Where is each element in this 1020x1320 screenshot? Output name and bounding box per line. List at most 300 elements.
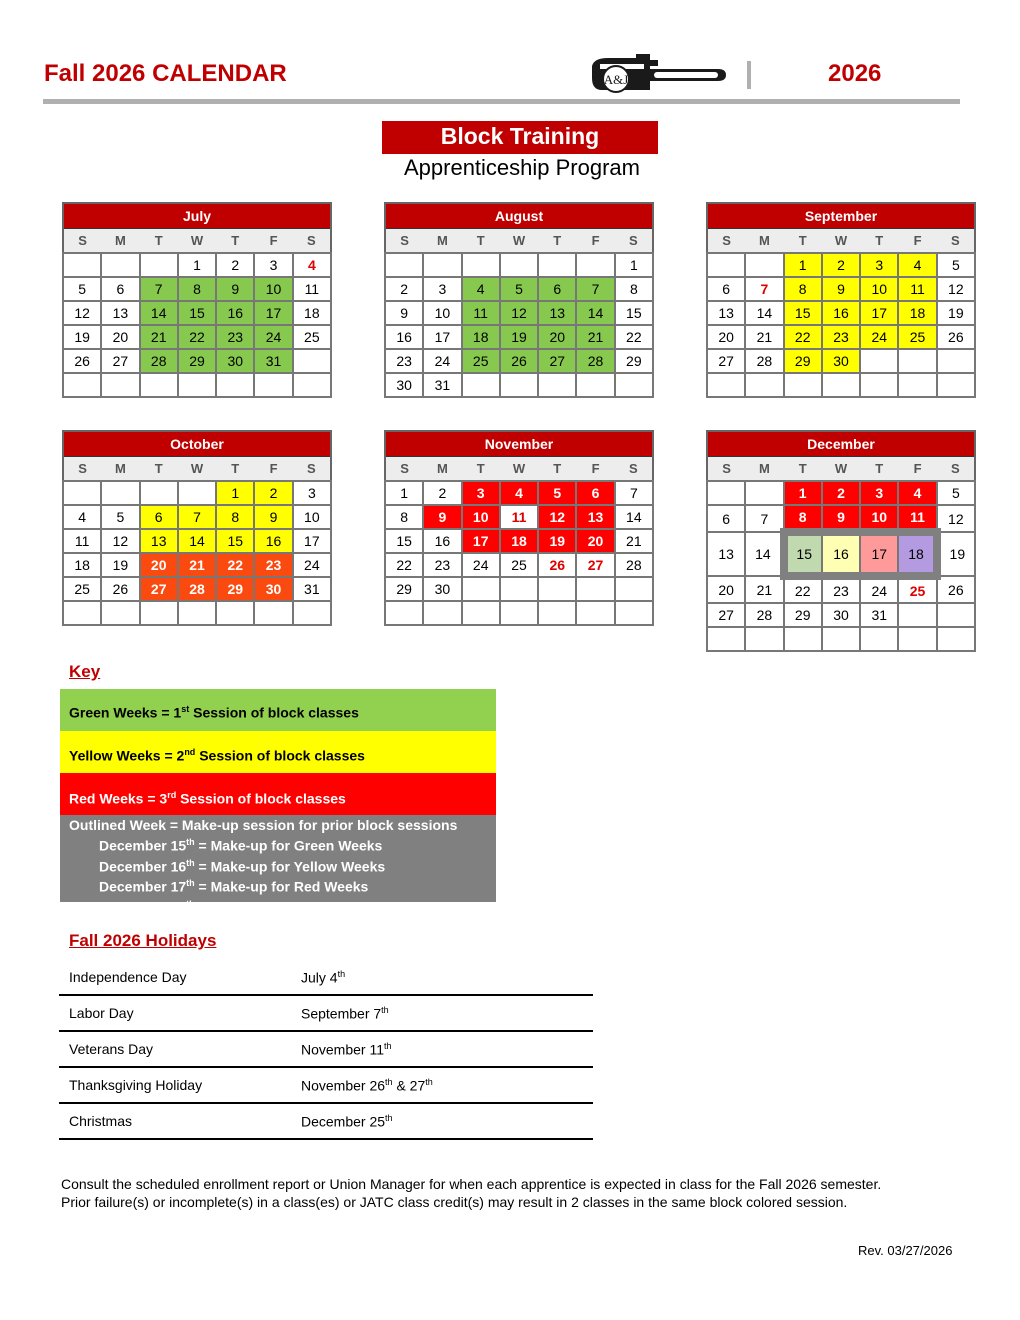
empty-cell — [140, 481, 178, 505]
banner-subtitle: Apprenticeship Program — [403, 155, 640, 180]
day-cell: 17 — [860, 532, 898, 576]
day-cell: 28 — [745, 603, 783, 627]
month-header: July — [63, 203, 331, 229]
empty-cell — [745, 373, 783, 397]
weekday-label: W — [822, 457, 860, 482]
day-cell: 1 — [385, 481, 423, 505]
empty-cell — [178, 601, 216, 625]
empty-cell — [745, 253, 783, 277]
weekday-label: S — [937, 457, 975, 482]
week-row — [707, 505, 975, 532]
day-cell: 27 — [707, 603, 745, 627]
key-makeup-yellow: December 16th = Make-up for Yellow Weeks — [99, 857, 386, 875]
day-cell: 10 — [293, 505, 331, 529]
day-cell: 9 — [385, 301, 423, 325]
day-cell: 18 — [500, 529, 538, 553]
day-cell: 7 — [745, 277, 783, 301]
day-cell: 27 — [140, 577, 178, 601]
day-cell: 22 — [178, 325, 216, 349]
empty-cell — [898, 373, 936, 397]
day-cell: 30 — [254, 577, 292, 601]
weekday-label: T — [462, 229, 500, 254]
empty-cell — [462, 601, 500, 625]
day-cell: 30 — [216, 349, 254, 373]
day-cell: 15 — [385, 529, 423, 553]
empty-cell — [707, 373, 745, 397]
weekday-label: F — [898, 229, 936, 254]
empty-cell — [500, 253, 538, 277]
day-cell: 13 — [707, 301, 745, 325]
day-cell: 5 — [937, 481, 975, 505]
week-row — [63, 529, 331, 553]
week-row — [385, 553, 653, 577]
day-cell: 27 — [538, 349, 576, 373]
day-cell: 20 — [538, 325, 576, 349]
weekday-label: S — [615, 229, 653, 254]
week-row — [385, 601, 653, 625]
weekday-label: T — [860, 229, 898, 254]
day-cell: 21 — [745, 325, 783, 349]
day-cell: 15 — [615, 301, 653, 325]
day-cell: 13 — [538, 301, 576, 325]
day-cell: 15 — [784, 532, 822, 576]
week-row — [707, 277, 975, 301]
month-header: September — [707, 203, 975, 229]
footnote: Consult the scheduled enrollment report or Union Manager for when each apprentice is expected in class for the Fall 2026 semester. Prior failure(s) or incomplete(s) in a class(es) or JATC class credit(s) may result in 2 classes in the same block colored session. — [61, 1176, 882, 1210]
calendar-november — [384, 430, 654, 626]
day-cell: 1 — [178, 253, 216, 277]
day-cell: 17 — [293, 529, 331, 553]
empty-cell — [898, 349, 936, 373]
day-cell: 16 — [822, 301, 860, 325]
day-cell: 23 — [822, 576, 860, 603]
day-cell: 8 — [385, 505, 423, 529]
day-cell: 11 — [462, 301, 500, 325]
day-cell: 28 — [178, 577, 216, 601]
day-cell: 13 — [707, 532, 745, 576]
day-cell: 8 — [178, 277, 216, 301]
day-cell: 14 — [745, 301, 783, 325]
week-row — [385, 301, 653, 325]
week-row — [63, 505, 331, 529]
day-cell: 16 — [254, 529, 292, 553]
day-cell: 12 — [63, 301, 101, 325]
day-cell: 2 — [216, 253, 254, 277]
day-cell: 17 — [462, 529, 500, 553]
header-divider — [747, 61, 751, 89]
empty-cell — [216, 373, 254, 397]
day-cell: 16 — [822, 532, 860, 576]
week-row — [707, 532, 975, 576]
week-row — [63, 577, 331, 601]
day-cell: 28 — [140, 349, 178, 373]
day-cell: 23 — [822, 325, 860, 349]
day-cell: 12 — [101, 529, 139, 553]
day-cell: 30 — [385, 373, 423, 397]
holidays-table — [59, 960, 593, 1140]
day-cell: 25 — [462, 349, 500, 373]
empty-cell — [101, 253, 139, 277]
weekday-label: F — [254, 229, 292, 254]
key-makeup-green: December 15th = Make-up for Green Weeks — [99, 837, 383, 854]
day-cell: 19 — [937, 532, 975, 576]
day-cell: 10 — [860, 505, 898, 532]
key-auxiliary: December 18th = Auxiliary — [99, 898, 270, 916]
empty-cell — [63, 601, 101, 625]
day-cell: 31 — [293, 577, 331, 601]
day-cell: 16 — [216, 301, 254, 325]
day-cell: 9 — [822, 505, 860, 532]
day-cell: 21 — [615, 529, 653, 553]
day-cell: 5 — [538, 481, 576, 505]
empty-cell — [576, 601, 614, 625]
week-row — [707, 301, 975, 325]
day-cell: 20 — [707, 325, 745, 349]
empty-cell — [860, 627, 898, 651]
day-cell: 1 — [216, 481, 254, 505]
empty-cell — [937, 627, 975, 651]
day-cell: 12 — [937, 505, 975, 532]
day-cell: 14 — [615, 505, 653, 529]
empty-cell — [293, 349, 331, 373]
empty-cell — [63, 481, 101, 505]
day-cell: 8 — [784, 505, 822, 532]
banner-title: Block Training — [382, 121, 658, 154]
day-cell: 26 — [538, 553, 576, 577]
day-cell: 14 — [576, 301, 614, 325]
holiday-row: Labor Day September 7th — [59, 995, 593, 1031]
day-cell: 28 — [576, 349, 614, 373]
day-cell: 14 — [178, 529, 216, 553]
day-cell: 21 — [140, 325, 178, 349]
header-year: 2026 — [828, 60, 882, 87]
day-cell: 11 — [500, 505, 538, 529]
day-cell: 1 — [784, 481, 822, 505]
weekday-label: S — [707, 457, 745, 482]
holiday-row: Independence Day July 4th — [59, 960, 593, 995]
weekday-label: S — [707, 229, 745, 254]
day-cell: 31 — [423, 373, 461, 397]
empty-cell — [101, 481, 139, 505]
day-cell: 20 — [576, 529, 614, 553]
day-cell: 22 — [385, 553, 423, 577]
week-row — [63, 349, 331, 373]
day-cell: 1 — [784, 253, 822, 277]
day-cell: 4 — [63, 505, 101, 529]
day-cell: 25 — [63, 577, 101, 601]
day-cell: 18 — [63, 553, 101, 577]
empty-cell — [178, 481, 216, 505]
day-cell: 27 — [576, 553, 614, 577]
day-cell: 10 — [423, 301, 461, 325]
day-cell: 26 — [937, 325, 975, 349]
day-cell: 7 — [615, 481, 653, 505]
empty-cell — [576, 253, 614, 277]
day-cell: 20 — [707, 576, 745, 603]
day-cell: 24 — [293, 553, 331, 577]
empty-cell — [784, 373, 822, 397]
empty-cell — [254, 373, 292, 397]
holiday-row: Christmas December 25th — [59, 1103, 593, 1139]
day-cell: 2 — [423, 481, 461, 505]
day-cell: 17 — [423, 325, 461, 349]
week-row — [63, 553, 331, 577]
empty-cell — [937, 603, 975, 627]
empty-cell — [462, 253, 500, 277]
day-cell: 28 — [615, 553, 653, 577]
day-cell: 7 — [140, 277, 178, 301]
day-cell: 18 — [898, 301, 936, 325]
weekday-label: T — [784, 457, 822, 482]
day-cell: 21 — [576, 325, 614, 349]
weekday-label: T — [860, 457, 898, 482]
empty-cell — [707, 481, 745, 505]
day-cell: 8 — [615, 277, 653, 301]
day-cell: 1 — [615, 253, 653, 277]
day-cell: 23 — [254, 553, 292, 577]
day-cell: 24 — [254, 325, 292, 349]
day-cell: 13 — [576, 505, 614, 529]
calendar-august — [384, 202, 654, 398]
page-title: Fall 2026 CALENDAR — [44, 60, 287, 87]
empty-cell — [293, 601, 331, 625]
day-cell: 16 — [385, 325, 423, 349]
day-cell: 5 — [101, 505, 139, 529]
day-cell: 7 — [576, 277, 614, 301]
day-cell: 23 — [216, 325, 254, 349]
week-row — [385, 253, 653, 277]
holiday-row: Thanksgiving Holiday November 26th & 27th — [59, 1067, 593, 1103]
day-cell: 19 — [63, 325, 101, 349]
empty-cell — [423, 253, 461, 277]
empty-cell — [216, 601, 254, 625]
day-cell: 24 — [860, 325, 898, 349]
empty-cell — [538, 577, 576, 601]
day-cell: 22 — [216, 553, 254, 577]
empty-cell — [538, 601, 576, 625]
day-cell: 28 — [745, 349, 783, 373]
day-cell: 31 — [254, 349, 292, 373]
day-cell: 3 — [860, 481, 898, 505]
day-cell: 13 — [101, 301, 139, 325]
week-row — [385, 325, 653, 349]
week-row — [63, 373, 331, 397]
day-cell: 17 — [254, 301, 292, 325]
empty-cell — [101, 601, 139, 625]
empty-cell — [937, 373, 975, 397]
day-cell: 4 — [462, 277, 500, 301]
key-heading: Key — [69, 662, 101, 681]
day-cell: 30 — [822, 349, 860, 373]
empty-cell — [745, 481, 783, 505]
revision-date: Rev. 03/27/2026 — [858, 1243, 953, 1258]
day-cell: 29 — [178, 349, 216, 373]
weekday-label: W — [822, 229, 860, 254]
day-cell: 30 — [423, 577, 461, 601]
day-cell: 27 — [707, 349, 745, 373]
empty-cell — [140, 373, 178, 397]
weekday-label: M — [101, 457, 139, 482]
weekday-label: S — [385, 229, 423, 254]
empty-cell — [745, 627, 783, 651]
weekday-label: S — [63, 457, 101, 482]
day-cell: 3 — [423, 277, 461, 301]
day-cell: 11 — [898, 277, 936, 301]
week-row — [707, 576, 975, 603]
week-row — [707, 349, 975, 373]
empty-cell — [707, 253, 745, 277]
week-row — [707, 253, 975, 277]
day-cell: 3 — [860, 253, 898, 277]
calendar-october — [62, 430, 332, 626]
empty-cell — [576, 373, 614, 397]
day-cell: 29 — [385, 577, 423, 601]
day-cell: 15 — [178, 301, 216, 325]
empty-cell — [293, 373, 331, 397]
day-cell: 26 — [101, 577, 139, 601]
day-cell: 23 — [423, 553, 461, 577]
day-cell: 12 — [500, 301, 538, 325]
month-header: December — [707, 431, 975, 457]
week-row — [63, 481, 331, 505]
day-cell: 18 — [898, 532, 936, 576]
day-cell: 22 — [784, 325, 822, 349]
empty-cell — [500, 577, 538, 601]
day-cell: 26 — [63, 349, 101, 373]
day-cell: 11 — [293, 277, 331, 301]
empty-cell — [500, 373, 538, 397]
month-header: November — [385, 431, 653, 457]
weekday-label: T — [784, 229, 822, 254]
key-outlined-week — [60, 815, 496, 916]
day-cell: 3 — [462, 481, 500, 505]
day-cell: 29 — [216, 577, 254, 601]
weekday-label: S — [615, 457, 653, 482]
day-cell: 30 — [822, 603, 860, 627]
week-row — [707, 481, 975, 505]
day-cell: 31 — [860, 603, 898, 627]
empty-cell — [538, 253, 576, 277]
day-cell: 20 — [101, 325, 139, 349]
day-cell: 2 — [385, 277, 423, 301]
weekday-label: T — [462, 457, 500, 482]
svg-text:A&J: A&J — [603, 72, 629, 87]
day-cell: 3 — [293, 481, 331, 505]
key-makeup-red: December 17th = Make-up for Red Weeks — [99, 878, 369, 895]
empty-cell — [140, 601, 178, 625]
day-cell: 25 — [898, 325, 936, 349]
calendar-september — [706, 202, 976, 398]
week-row — [385, 349, 653, 373]
empty-cell — [898, 603, 936, 627]
day-cell: 18 — [462, 325, 500, 349]
weekday-label: W — [178, 457, 216, 482]
day-cell: 6 — [576, 481, 614, 505]
day-cell: 20 — [140, 553, 178, 577]
day-cell: 18 — [293, 301, 331, 325]
day-cell: 21 — [745, 576, 783, 603]
empty-cell — [822, 373, 860, 397]
day-cell: 6 — [101, 277, 139, 301]
day-cell: 2 — [822, 481, 860, 505]
day-cell: 10 — [860, 277, 898, 301]
day-cell: 22 — [615, 325, 653, 349]
empty-cell — [860, 373, 898, 397]
weekday-label: T — [140, 229, 178, 254]
day-cell: 10 — [254, 277, 292, 301]
day-cell: 17 — [860, 301, 898, 325]
day-cell: 24 — [860, 576, 898, 603]
weekday-label: M — [423, 457, 461, 482]
empty-cell — [822, 627, 860, 651]
day-cell: 25 — [500, 553, 538, 577]
day-cell: 6 — [707, 277, 745, 301]
weekday-label: T — [140, 457, 178, 482]
day-cell: 22 — [784, 576, 822, 603]
weekday-label: S — [293, 457, 331, 482]
week-row — [707, 325, 975, 349]
week-row — [63, 253, 331, 277]
day-cell: 16 — [423, 529, 461, 553]
key-outlined-heading: Outlined Week = Make-up session for prior block sessions — [69, 817, 458, 833]
day-cell: 15 — [784, 301, 822, 325]
day-cell: 8 — [216, 505, 254, 529]
key-red-weeks: Red Weeks = 3rd Session of block classes — [60, 773, 496, 815]
week-row — [707, 627, 975, 651]
header-rule — [43, 99, 960, 104]
day-cell: 23 — [385, 349, 423, 373]
day-cell: 19 — [500, 325, 538, 349]
day-cell: 29 — [784, 603, 822, 627]
holidays-heading: Fall 2026 Holidays — [69, 931, 217, 950]
weekday-label: M — [745, 457, 783, 482]
weekday-label: W — [500, 457, 538, 482]
empty-cell — [615, 373, 653, 397]
pipe-wrench-logo-icon — [588, 52, 728, 94]
day-cell: 4 — [898, 253, 936, 277]
day-cell: 2 — [822, 253, 860, 277]
empty-cell — [462, 373, 500, 397]
day-cell: 21 — [178, 553, 216, 577]
day-cell: 13 — [140, 529, 178, 553]
day-cell: 5 — [63, 277, 101, 301]
day-cell: 9 — [216, 277, 254, 301]
day-cell: 6 — [707, 505, 745, 532]
empty-cell — [937, 349, 975, 373]
day-cell: 4 — [898, 481, 936, 505]
empty-cell — [423, 601, 461, 625]
empty-cell — [898, 627, 936, 651]
week-row — [385, 481, 653, 505]
key-yellow-weeks: Yellow Weeks = 2nd Session of block classes — [60, 731, 496, 773]
empty-cell — [615, 577, 653, 601]
empty-cell — [860, 349, 898, 373]
day-cell: 3 — [254, 253, 292, 277]
day-cell: 25 — [898, 576, 936, 603]
week-row — [707, 373, 975, 397]
day-cell: 29 — [615, 349, 653, 373]
weekday-label: T — [538, 229, 576, 254]
empty-cell — [178, 373, 216, 397]
weekday-label: M — [101, 229, 139, 254]
day-cell: 6 — [140, 505, 178, 529]
day-cell: 5 — [937, 253, 975, 277]
empty-cell — [500, 601, 538, 625]
day-cell: 26 — [500, 349, 538, 373]
day-cell: 6 — [538, 277, 576, 301]
day-cell: 27 — [101, 349, 139, 373]
empty-cell — [462, 577, 500, 601]
